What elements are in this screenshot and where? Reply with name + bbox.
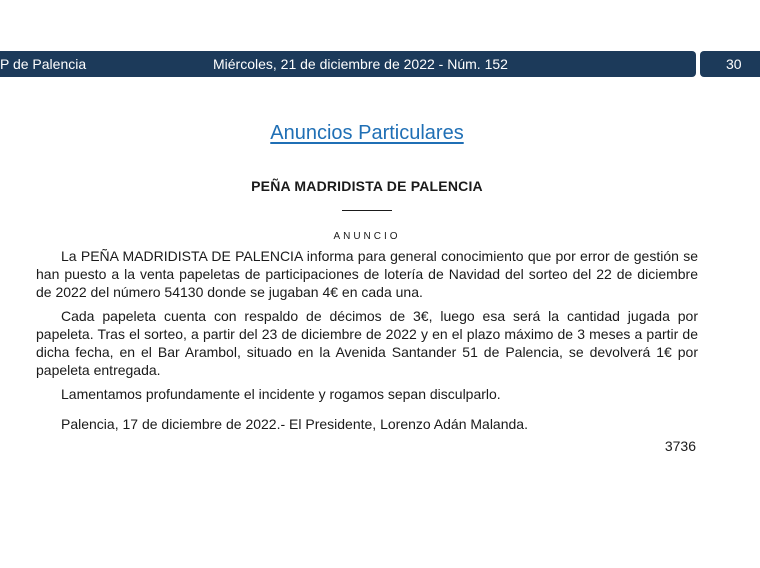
- announcement-body: [36, 247, 698, 439]
- paragraph-intro: La PEÑA MADRIDISTA DE PALENCIA informa para general conocimiento que por error de gestión se han puesto a la venta papeletas de participaciones de lotería de Navidad del sorteo del 22 de diciembre de 2022 del número 54130 donde se jugaban 4€ en cada una.: [36, 248, 698, 300]
- page-number-tab: [700, 51, 760, 77]
- issue-date-number: Miércoles, 21 de diciembre de 2022 - Núm. 152: [213, 56, 508, 72]
- reference-number: 3736: [664, 438, 696, 454]
- header-bar: [0, 51, 696, 77]
- section-title: Anuncios Particulares: [270, 122, 464, 144]
- organization-title: PEÑA MADRIDISTA DE PALENCIA: [251, 178, 483, 194]
- title-divider: [342, 210, 392, 211]
- paragraph-details: Cada papeleta cuenta con respaldo de décimos de 3€, luego esa será la cantidad jugada por papeleta. Tras el sorteo, a partir del 23 de diciembre de 2022 y en el plazo máximo de 3 meses a partir de dicha fecha, en el Bar Arambol, situado en la Avenida Santander 51 de Palencia, se devolverá 1€ por papeleta entregada.: [36, 308, 698, 378]
- publication-name: P de Palencia: [0, 56, 87, 72]
- paragraph-apology: Lamentamos profundamente el incidente y rogamos sepan disculparlo.: [61, 386, 501, 402]
- paragraph-signature: Palencia, 17 de diciembre de 2022.- El Presidente, Lorenzo Adán Malanda.: [61, 416, 528, 432]
- document-type: ANUNCIO: [333, 231, 401, 242]
- page-number: 30: [726, 56, 742, 72]
